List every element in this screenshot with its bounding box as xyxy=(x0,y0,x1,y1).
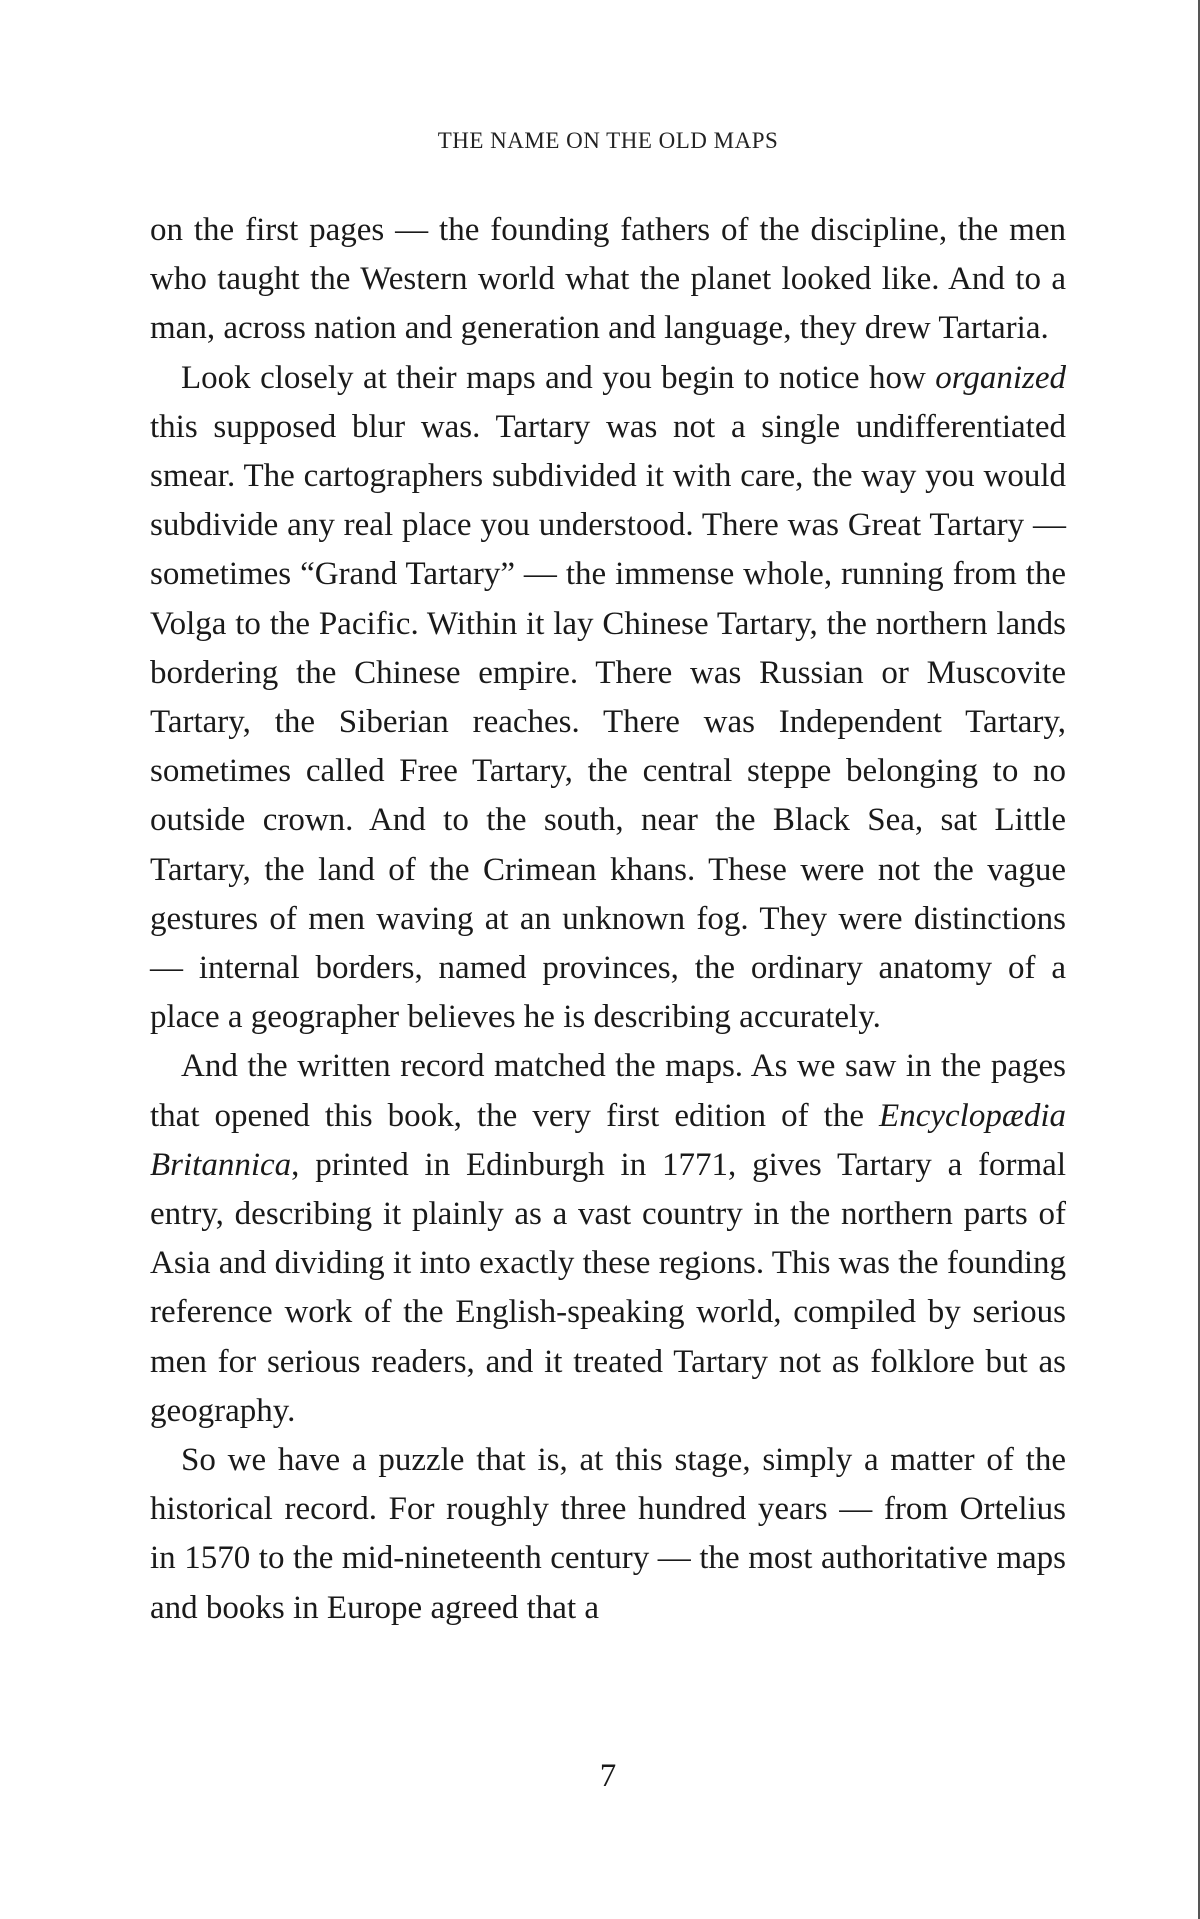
paragraph-4: So we have a puzzle that is, at this stage, simply a matter of the historical record. For roughly three hundred years — from Ortelius in 1570 to the mid-nineteenth century — the most authoritative maps and books in Europe agreed that a xyxy=(150,1442,1066,1626)
paragraph-2-start: Look closely at their maps and you begin to notice how xyxy=(181,359,936,396)
paragraph-1: on the first pages — the founding fathers of the discipline, the men who taught the Western world what the planet looked like. And to a man, across nation and generation and language, they drew Tartaria. xyxy=(150,212,1066,347)
paragraph-2 xyxy=(150,354,1066,1043)
paragraph-3 xyxy=(150,1042,1066,1436)
running-head: THE NAME ON THE OLD MAPS xyxy=(437,128,779,153)
paragraph-2-rest: this supposed blur was. Tartary was not a single undifferentiated smear. The cartographers subdivided it with care, the way you would subdivide any real place you understood. There was Great Tartary — sometimes “Grand Tartary” — the immense whole, running from the Volga to the Pacific. Within it lay Chinese Tartary, the northern lands bordering the Chinese empire. There was Russian or Muscovite Tartary, the Siberian reaches. There was Independent Tartary, sometimes called Free Tartary, the central steppe belonging to no outside crown. And to the south, near the Black Sea, sat Little Tartary, the land of the Crimean khans. These were not the vague gestures of men waving at an unknown fog. They were distinctions — internal borders, named provinces, the ordinary anatomy of a place a geographer believes he is describing accurately. xyxy=(150,408,1066,1036)
page-number: 7 xyxy=(599,1758,617,1794)
paragraph-3-rest: , printed in Edinburgh in 1771, gives Tartary a formal entry, describing it plainly as a vast country in the northern parts of Asia and dividing it into exactly these regions. This was the founding reference work of the English-speaking world, compiled by serious men for serious readers, and it treated Tartary not as folklore but as geography. xyxy=(150,1146,1066,1429)
paragraph-3-start: And the written record matched the maps. As we saw in the pages that opened this book, the very first edition of the xyxy=(150,1048,1066,1134)
paragraph-3-italic: Encyclopædia Britannica xyxy=(150,1097,1066,1183)
body-text xyxy=(150,206,1066,1633)
paragraph-2-italic: organized xyxy=(935,359,1066,396)
